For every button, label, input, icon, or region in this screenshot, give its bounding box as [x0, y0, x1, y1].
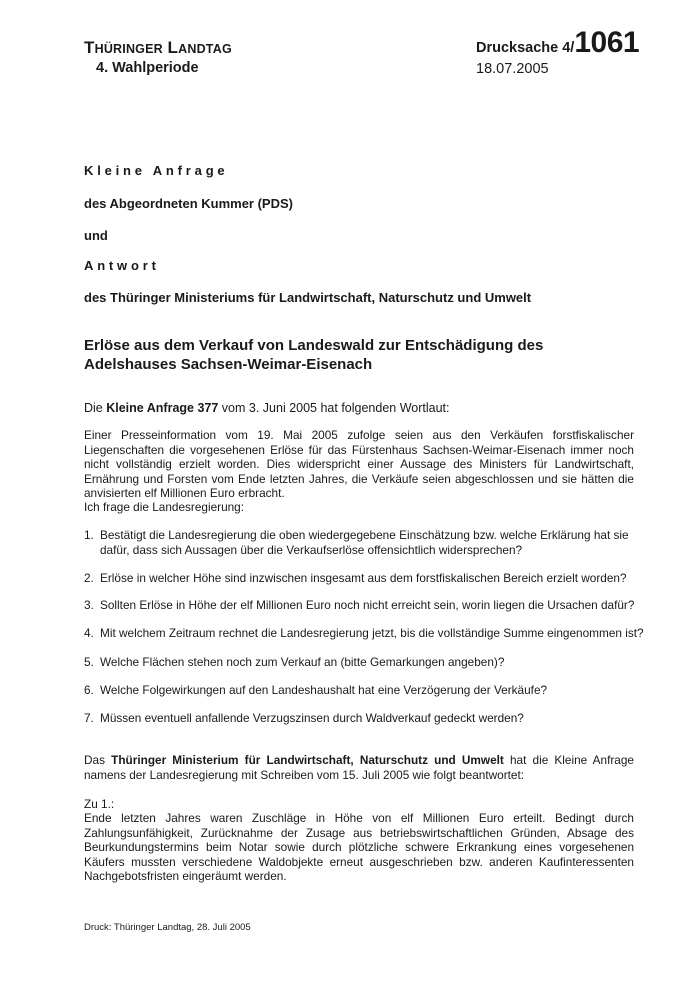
wortlaut-line — [84, 401, 634, 416]
question-item — [84, 711, 644, 726]
abgeordneter-line: des Abgeordneten Kummer (PDS) — [84, 196, 293, 211]
question-text: Sollten Erlöse in Höhe der elf Millionen Euro noch nicht erreicht sein, worin liegen die Ursachen dafür? — [100, 598, 635, 612]
answer-intro-ministry: Thüringer Ministerium für Landwirtschaft, Naturschutz und Umwelt — [111, 753, 504, 767]
drucksache-label: Drucksache 4/ — [476, 40, 575, 56]
question-number: 2. — [84, 571, 94, 585]
landtag-initial-l: L — [167, 38, 179, 57]
answer-1-text: Ende letzten Jahres waren Zuschläge in Höhe von elf Millionen Euro erteilt. Bedingt durch Zahlungsunfähigkeit, Zurücknahme der Zusage aus betriebswirtschaftlichen Gründen, Absage des Beurkundungstermins beim Notar sowie durch plötzliche schwere Erkrankung eines vorgesehenen Käufers mussten verschiedene Waldobjekte erneut ausgeschrieben bzw. anderen Kaufinteressenten Nachgebotsfristen eingeräumt werden. — [84, 811, 634, 883]
landtag-rest-1: HÜRINGER — [94, 42, 163, 56]
question-item — [84, 571, 644, 586]
header-right — [476, 28, 639, 77]
question-text: Welche Flächen stehen noch zum Verkauf an (bitte Gemarkungen angeben)? — [100, 655, 505, 669]
und-line: und — [84, 228, 108, 243]
answer-intro — [84, 753, 634, 782]
wortlaut-prefix: Die — [84, 401, 107, 415]
question-item — [84, 598, 644, 613]
answer-intro-prefix: Das — [84, 753, 112, 767]
frage-intro: Ich frage die Landesregierung: — [84, 500, 245, 514]
header-left — [84, 38, 232, 77]
ministerium-line: des Thüringer Ministeriums für Landwirtschaft, Naturschutz und Umwelt — [84, 290, 532, 305]
question-number: 4. — [84, 626, 94, 640]
question-item — [84, 626, 644, 641]
kleine-anfrage-heading: Kleine Anfrage — [84, 163, 229, 178]
answer-intro-suffix: hat die Kleine Anfrage namens der Landesregierung mit Schreiben vom 15. Juli 2005 wie folgt beantwortet: — [84, 753, 634, 782]
drucksache-number: 1061 — [574, 26, 640, 59]
print-footer: Druck: Thüringer Landtag, 28. Juli 2005 — [84, 922, 251, 933]
question-number: 3. — [84, 598, 94, 612]
wortlaut-bold: Kleine Anfrage 377 — [106, 401, 219, 415]
paragraph-press-info: Einer Presseinformation vom 19. Mai 2005 zufolge seien aus den Verkäufen forstfiskalischer Liegenschaften die vorgesehenen Erlöse für das Fürstenhaus Sachsen-Weimar-Eisenach immer noch nicht vollständig erzielt worden. Dies widerspricht einer Aussage des Ministers für Landwirtschaft, Ernährung und Forsten vom Ende letzten Jahres, die Verkäufe seien abgeschlossen und sie hätten die anvisierten elf Millionen Euro erbracht. — [84, 428, 634, 500]
question-item — [84, 683, 644, 698]
landtag-rest-2: ANDTAG — [178, 42, 232, 56]
question-text: Bestätigt die Landesregierung die oben wiedergegebene Einschätzung bzw. welche Erklärung hat sie dafür, dass sich Aussagen über die Verkaufserlöse offensichtlich widersprechen? — [100, 528, 629, 557]
landtag-initial-t: T — [84, 38, 95, 57]
question-text: Mit welchem Zeitraum rechnet die Landesregierung jetzt, bis die vollständige Summe eingenommen ist? — [100, 626, 644, 640]
wortlaut-suffix: vom 3. Juni 2005 hat folgenden Wortlaut: — [218, 401, 450, 415]
question-item — [84, 655, 644, 670]
antwort-heading: Antwort — [84, 258, 160, 273]
question-text: Welche Folgewirkungen auf den Landeshaushalt hat eine Verzögerung der Verkäufe? — [100, 683, 548, 697]
wahlperiode: 4. Wahlperiode — [96, 60, 199, 76]
question-number: 6. — [84, 683, 94, 697]
question-item — [84, 528, 644, 558]
question-number: 1. — [84, 528, 94, 542]
answer-1-label: Zu 1.: — [84, 797, 115, 811]
question-text: Erlöse in welcher Höhe sind inzwischen insgesamt aus dem forstfiskalischen Bereich erzielt worden? — [100, 571, 627, 585]
document-date: 18.07.2005 — [476, 61, 549, 77]
document-title: Erlöse aus dem Verkauf von Landeswald zur Entschädigung des Adelshauses Sachsen-Weimar-Eisenach — [84, 337, 544, 373]
question-number: 5. — [84, 655, 94, 669]
question-text: Müssen eventuell anfallende Verzugszinsen durch Waldverkauf gedeckt werden? — [100, 711, 524, 725]
drucksache — [476, 28, 639, 63]
question-number: 7. — [84, 711, 94, 725]
landtag-name — [84, 38, 232, 59]
